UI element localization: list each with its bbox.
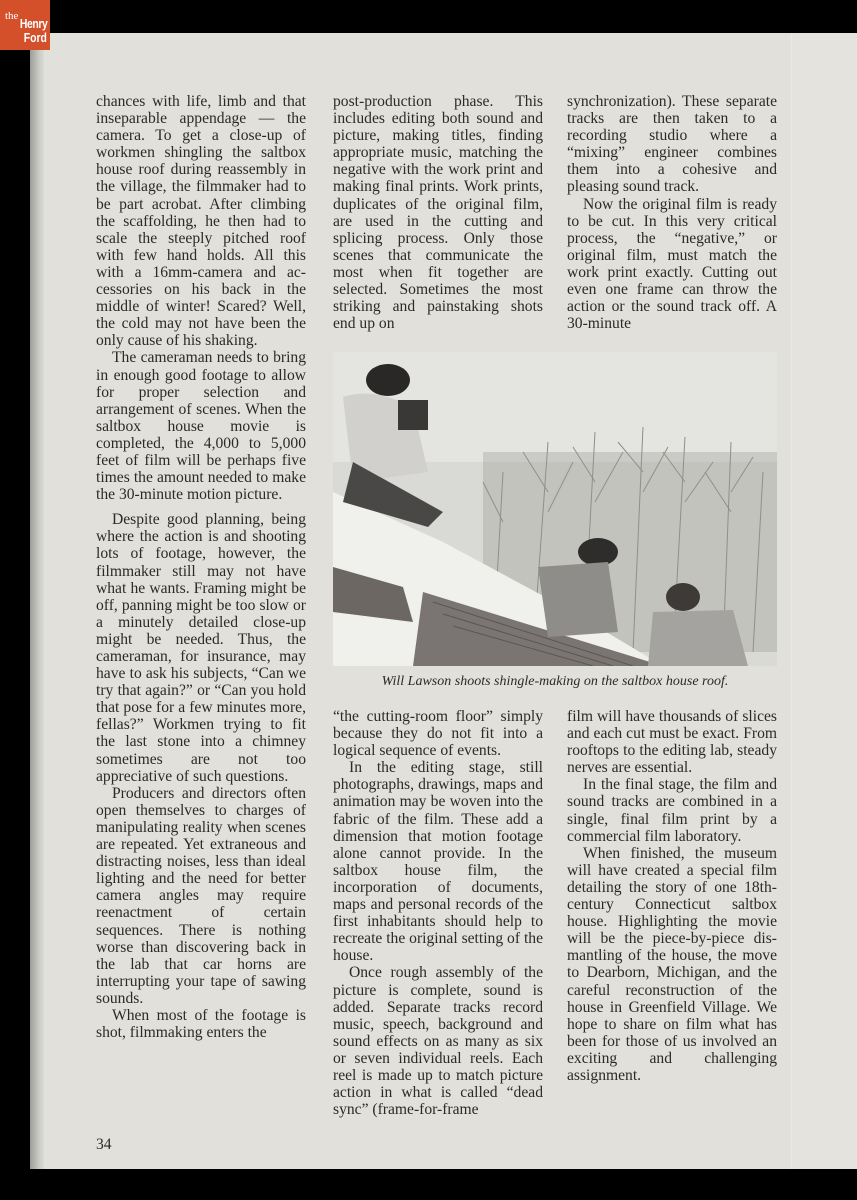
text-column-2-bottom	[333, 708, 543, 1118]
paragraph: Producers and directors often open themselves to charges of manipulating reality when scenes are repeated. Yet extraneous and distracting noises, less than ideal lighting and the need for better camera angles may require reenactment of certain sequences. There is nothing worse than discovering back in the lab that car horns are interrupting your tape of sawing sounds.	[96, 784, 306, 1007]
paragraph: Once rough assembly of the picture is complete, sound is added. Separate tracks record music, speech, background and sound effects on as many as six or seven individual reels. Each reel is made up to match picture action in what is called “dead sync” (frame-for-frame	[333, 964, 543, 1119]
text-column-1	[96, 93, 306, 1041]
logo-text-henry: Henry	[19, 16, 47, 31]
paragraph: film will have thousands of slices and each cut must be exact. From rooftops to the editing lab, steady nerves are essential.	[567, 708, 777, 777]
paragraph: Despite good planning, being where the action is and shooting lots of footage, however, the filmmaker still may not have what he wants. Framing might be off, panning might be too slow or a minutely detailed close-up might be needed. Thus, the cameraman, for insurance, may have to ask his subjects, “Can we try that again?” or “Can you hold that pose for a few minutes more, fellas?” Workmen trying to fit the last stone into a chimney sometimes are not too appreciative of such questions.	[96, 511, 306, 785]
paragraph: post-production phase. This includes editing both sound and picture, making titles, finding appropriate music, matching the negative with the work print and making final prints. Work prints, duplicates of the original film, are used in the cutting and splicing process. Only those scenes that communicate the most when fit together are selected. Sometimes the most striking and painstaking shots end up on	[333, 93, 543, 333]
paragraph: Now the original film is ready to be cut. In this very critical process, the “negative,” or original film, must match the work print exactly. Cutting out even one frame can throw the action or the sound track off. A 30-minute	[567, 195, 777, 333]
paragraph: When finished, the museum will have created a special film detailing the story of one 18th-century Connecticut saltbox house. Highlighting the movie will be the piece-by-piece dismantling of the house, the move to Dearborn, Michigan, and the careful reconstruction of the house in Greenfield Village. We hope to share on film what has been for those of us involved an exciting and challenging assignment.	[567, 844, 777, 1084]
paragraph: When most of the footage is shot, filmmaking enters the	[96, 1006, 306, 1042]
paragraph: “the cutting-room floor” simply because they do not fit into a logical sequence of events.	[333, 708, 543, 760]
paragraph: The cameraman needs to bring in enough good footage to allow for proper selection and arrangement of scenes. When the saltbox house movie is completed, the 4,000 to 5,000 feet of film will be perhaps five times the amount needed to make the 30-minute motion picture.	[96, 349, 306, 504]
logo-text-the: the	[5, 10, 19, 22]
henry-ford-logo[interactable]	[0, 0, 50, 50]
text-column-3-bottom	[567, 708, 777, 1084]
page-spine-shadow	[30, 33, 44, 1169]
text-column-2-top	[333, 93, 543, 332]
paragraph: chances with life, limb and that inseparable appendage — the camera. To get a close-up of workmen shingling the saltbox house roof during reassembly in the village, the filmmaker had to be part acrobat. After climbing the scaffolding, he then had to scale the steeply pitched roof with few hand holds. All this with a 16mm-camera and accessories on his back in the middle of winter! Scared? Well, the cold may not have been the only cause of his shaking.	[96, 93, 306, 350]
rooftop-photo	[333, 352, 777, 666]
paragraph: synchronization). These separate tracks are then taken to a recording studio where a “mixing” engineer combines them into a cohesive and pleasing sound track.	[567, 93, 777, 196]
paragraph: In the final stage, the film and sound tracks are combined in a single, final film print by a commercial film laboratory.	[567, 776, 777, 845]
logo-text-ford: Ford	[23, 30, 47, 45]
photo-illustration	[333, 352, 777, 666]
facing-page-edge	[793, 33, 857, 1169]
page-number: 34	[96, 1136, 112, 1153]
paragraph: In the editing stage, still photographs, drawings, maps and animation may be woven into the fabric of the film. These add a dimension that motion footage alone cannot provide. In the saltbox house film, the incorporation of documents, maps and personal records of the first inhabitants should help to recreate the original setting of the house.	[333, 759, 543, 965]
photo-caption: Will Lawson shoots shingle-making on the saltbox house roof.	[381, 674, 729, 689]
text-column-3-top	[567, 93, 777, 332]
